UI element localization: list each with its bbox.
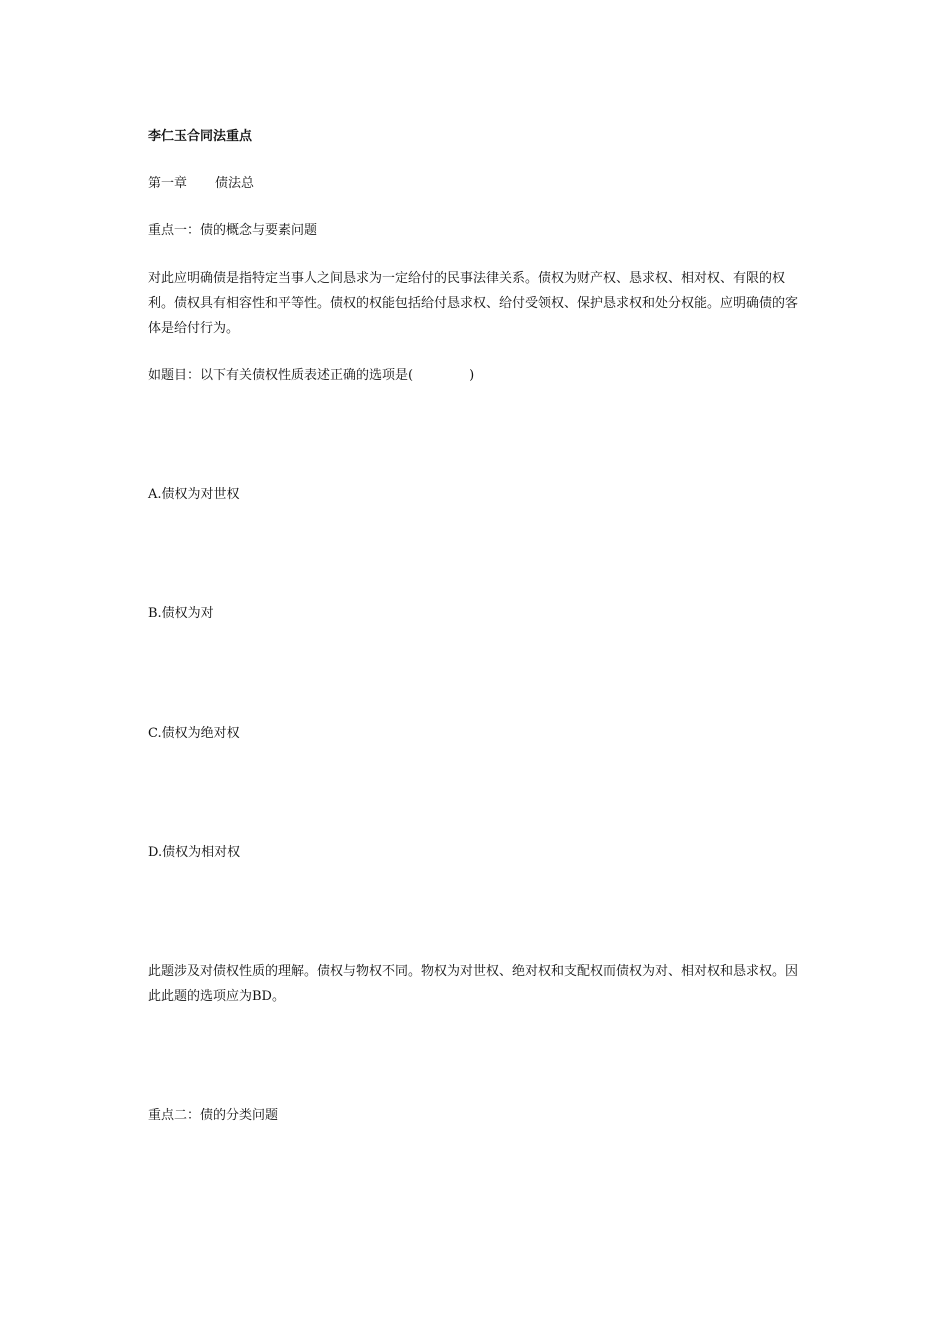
point1-heading: 重点一：债的概念与要素问题 — [148, 223, 318, 238]
question-line — [148, 367, 474, 385]
chapter-number: 第一章 — [148, 176, 188, 191]
point2-heading: 重点二：债的分类问题 — [148, 1108, 279, 1123]
option-b: B.债权为对 — [148, 606, 214, 621]
chapter-heading — [148, 175, 254, 193]
option-d: D.债权为相对权 — [148, 845, 241, 860]
point1-body: 对此应明确债是指特定当事人之间恳求为一定给付的民事法律关系。债权为财产权、恳求权、相对权、有限的权利。债权具有相容性和平等性。债权的权能包括给付恳求权、给付受领权、保护恳求权和处分权能。应明确债的客体是给付行为。 — [148, 271, 799, 336]
option-a: A.债权为对世权 — [148, 487, 240, 502]
option-c: C.债权为绝对权 — [148, 726, 240, 741]
chapter-name: 债法总 — [215, 176, 255, 191]
document-title: 李仁玉合同法重点 — [148, 129, 253, 144]
question-suffix: ) — [469, 368, 475, 383]
question-prefix: 如题目：以下有关债权性质表述正确的选项是( — [148, 368, 414, 383]
answer-explanation: 此题涉及对债权性质的理解。债权与物权不同。物权为对世权、绝对权和支配权而债权为对、相对权和恳求权。因此此题的选项应为BD。 — [148, 964, 799, 1004]
